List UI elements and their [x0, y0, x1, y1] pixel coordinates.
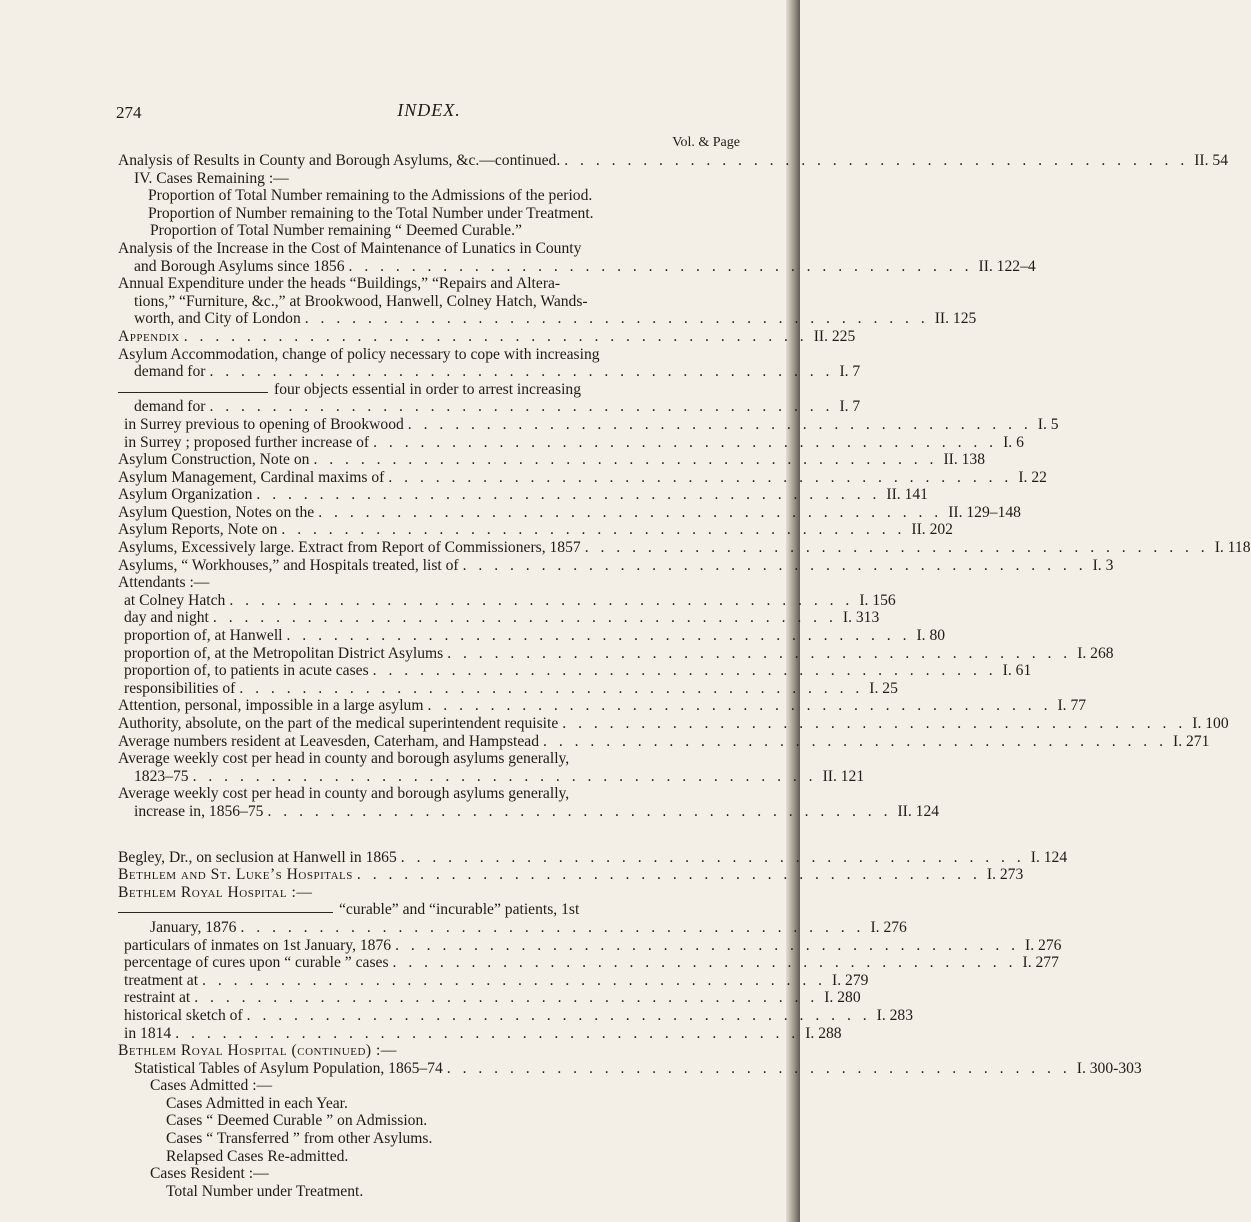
index-entry: [118, 1077, 740, 1095]
index-entry: [118, 451, 986, 469]
entry-text: worth, and City of London: [134, 310, 301, 328]
entry-text: Cases Admitted in each Year.: [166, 1094, 348, 1112]
entry-text: Cases Resident :—: [150, 1165, 269, 1183]
leader-dots: . . . . . . . . . . . . . . . . . . . . . . . . . . . . . . . . . . . . . . . .: [202, 971, 827, 989]
leader-dots: . . . . . . . . . . . . . . . . . . . . . . . . . . . . . . . . . . . . . . . .: [400, 848, 1025, 866]
index-entry: [118, 293, 740, 311]
page-reference: I. 118: [1214, 539, 1251, 557]
index-entry: [118, 901, 740, 919]
page-reference: II. 225: [813, 327, 856, 345]
page-reference: I. 283: [876, 1006, 914, 1024]
index-entry: [118, 936, 1062, 955]
index-entry: [118, 187, 740, 205]
index-entry: [118, 715, 1229, 733]
index-entry: [118, 1042, 740, 1060]
entry-text: January, 1876: [150, 918, 237, 936]
leader-dots: . . . . . . . . . . . . . . . . . . . . . . . . . . . . . . . . . . . . . . . .: [447, 644, 1072, 662]
entry-text: proportion of, at the Metropolitan District Asylums: [124, 644, 444, 662]
index-entry: [118, 381, 740, 399]
entry-text: Analysis of the Increase in the Cost of Maintenance of Lunatics in County: [118, 239, 582, 257]
index-entry: [118, 802, 940, 821]
entry-text: Average weekly cost per head in county and borough asylums generally,: [118, 750, 570, 768]
index-entry: [118, 539, 1251, 557]
entry-text: Statistical Tables of Asylum Population, 1865–74: [134, 1059, 443, 1077]
index-entry: [118, 1024, 842, 1043]
index-entry: [118, 503, 1021, 522]
index-entry: [118, 954, 1059, 972]
entry-text: Proportion of Number remaining to the Total Number under Treatment.: [148, 204, 594, 222]
entry-text: Bethlem and St. Luke’s Hospitals: [118, 866, 353, 884]
entry-text: percentage of cures upon “ curable ” cases: [124, 954, 389, 972]
entry-text: demand for: [134, 363, 206, 381]
page-reference: I. 124: [1030, 848, 1068, 866]
page-reference: I. 80: [916, 627, 946, 645]
leader-dots: . . . . . . . . . . . . . . . . . . . . . . . . . . . . . . . . . . . . . . . .: [175, 1024, 800, 1042]
index-page: [116, 100, 1251, 1200]
entry-text: Annual Expenditure under the heads “Buildings,” “Repairs and Altera-: [118, 275, 561, 293]
leader-dots: . . . . . . . . . . . . . . . . . . . . . . . . . . . . . . . . . . . . . . . .: [239, 679, 864, 697]
leader-dots: . . . . . . . . . . . . . . . . . . . . . . . . . . . . . . . . . . . . . . . .: [281, 521, 906, 539]
page-reference: I. 268: [1077, 644, 1114, 662]
page-reference: I. 276: [1025, 936, 1062, 954]
leader-dots: . . . . . . . . . . . . . . . . . . . . . . . . . . . . . . . . . . . . . . . .: [392, 954, 1017, 972]
entry-text: 1823–75: [134, 767, 189, 785]
entry-text: Cases “ Deemed Curable ” on Admission.: [166, 1112, 428, 1130]
entry-text: Attendants :—: [118, 574, 210, 592]
entry-text: particulars of inmates on 1st January, 1876: [124, 936, 392, 954]
page-reference: I. 100: [1192, 715, 1229, 732]
entry-text: Proportion of Total Number remaining “ Deemed Curable.”: [150, 222, 522, 240]
leader-dots: . . . . . . . . . . . . . . . . . . . . . . . . . . . . . . . . . . . . . . . .: [209, 363, 834, 381]
page-reference: I. 313: [842, 609, 880, 627]
entry-text: Asylum Organization: [118, 486, 253, 504]
index-entry: [118, 848, 1068, 867]
page-reference: II. 129–148: [948, 503, 1021, 521]
entry-text: increase in, 1856–75: [134, 802, 264, 820]
leader-dots: . . . . . . . . . . . . . . . . . . . . . . . . . . . . . . . . . . . . . . . .: [209, 398, 834, 416]
page-number: 274: [116, 103, 142, 122]
index-entry: [118, 1148, 740, 1166]
ditto-dash: [118, 912, 333, 913]
index-entry: [118, 1165, 740, 1183]
entry-text: Average weekly cost per head in county and borough asylums generally,: [118, 785, 570, 803]
index-entries: [118, 152, 1251, 1200]
page-reference: I. 273: [986, 866, 1024, 884]
leader-dots: . . . . . . . . . . . . . . . . . . . . . . . . . . . . . . . . . . . . . . . .: [462, 556, 1087, 574]
index-entry: [118, 918, 907, 937]
index-entry: [118, 591, 896, 610]
entry-text: restraint at: [124, 989, 191, 1007]
leader-dots: . . . . . . . . . . . . . . . . . . . . . . . . . . . . . . . . . . . . . . . .: [240, 918, 865, 936]
entry-text: proportion of, to patients in acute cases: [124, 662, 369, 680]
leader-dots: . . . . . . . . . . . . . . . . . . . . . . . . . . . . . . . . . . . . . . . .: [304, 310, 929, 328]
index-entry: [118, 785, 740, 803]
index-entry: [118, 556, 1114, 575]
entry-text: Asylum Management, Cardinal maxims of: [118, 468, 385, 486]
index-entry: [118, 152, 1229, 170]
entry-text: Attention, personal, impossible in a large asylum: [118, 697, 424, 715]
index-entry: [118, 1130, 740, 1148]
page-reference: I. 280: [824, 989, 861, 1007]
index-entry: [118, 521, 953, 539]
index-entry: [118, 574, 740, 592]
entry-text: Proportion of Total Number remaining to the Admissions of the period.: [148, 187, 593, 205]
entry-text: and Borough Asylums since 1856: [134, 257, 345, 275]
entry-text: IV. Cases Remaining :—: [134, 169, 289, 187]
leader-dots: . . . . . . . . . . . . . . . . . . . . . . . . . . . . . . . . . . . . . . . .: [427, 697, 1052, 715]
entry-text: Begley, Dr., on seclusion at Hanwell in 1865: [118, 848, 397, 866]
entry-text: in Surrey previous to opening of Brookwood: [124, 415, 404, 433]
leader-dots: . . . . . . . . . . . . . . . . . . . . . . . . . . . . . . . . . . . . . . . .: [562, 715, 1187, 732]
index-entry: [118, 866, 1024, 884]
index-entry: [118, 468, 1047, 487]
index-entry: [118, 1059, 1142, 1078]
page-reference: I. 300-303: [1076, 1059, 1142, 1077]
index-entry: [118, 1183, 740, 1201]
leader-dots: . . . . . . . . . . . . . . . . . . . . . . . . . . . . . . . . . . . . . . . .: [256, 486, 881, 504]
index-entry: [118, 750, 740, 768]
index-entry: [118, 679, 898, 698]
page-reference: II. 125: [934, 310, 977, 328]
index-entry: [118, 275, 740, 293]
page-reference: I. 279: [832, 971, 869, 989]
ditto-dash: [118, 392, 268, 393]
leader-dots: . . . . . . . . . . . . . . . . . . . . . . . . . . . . . . . . . . . . . . . .: [192, 767, 817, 785]
entry-text: in Surrey ; proposed further increase of: [124, 433, 370, 451]
entry-text: Asylum Construction, Note on: [118, 451, 310, 469]
entry-text: responsibilities of: [124, 679, 236, 697]
page-reference: I. 277: [1022, 954, 1059, 972]
leader-dots: . . . . . . . . . . . . . . . . . . . . . . . . . . . . . . . . . . . . . . . .: [267, 802, 892, 820]
index-entry: [118, 205, 740, 223]
index-entry: [118, 363, 861, 381]
page-reference: II. 138: [943, 451, 986, 469]
leader-dots: . . . . . . . . . . . . . . . . . . . . . . . . . . . . . . . . . . . . . . . .: [246, 1006, 871, 1024]
index-entry: [118, 884, 740, 902]
page-reference: I. 77: [1057, 697, 1087, 715]
leader-dots: . . . . . . . . . . . . . . . . . . . . . . . . . . . . . . . . . . . . . . . .: [313, 451, 938, 469]
entry-text: Relapsed Cases Re-admitted.: [166, 1147, 349, 1165]
entry-text: Asylums, “ Workhouses,” and Hospitals treated, list of: [118, 556, 459, 574]
entry-text: Bethlem Royal Hospital :—: [118, 883, 313, 901]
page-reference: I. 22: [1018, 468, 1047, 486]
index-entry: [118, 989, 861, 1007]
page-reference: I. 276: [870, 918, 907, 936]
page-reference: I. 7: [839, 363, 861, 381]
leader-dots: . . . . . . . . . . . . . . . . . . . . . . . . . . . . . . . . . . . . . . . .: [286, 627, 911, 645]
entry-text: at Colney Hatch: [124, 591, 226, 609]
index-entry: [118, 257, 1036, 276]
index-entry: [118, 433, 1024, 452]
entry-text: proportion of, at Hanwell: [124, 627, 283, 645]
index-entry: [118, 1112, 740, 1130]
index-entry: [118, 697, 1087, 715]
entry-text: tions,” “Furniture, &c.,” at Brookwood, Hanwell, Colney Hatch, Wands-: [134, 292, 588, 310]
page-reference: I. 61: [1002, 662, 1032, 680]
page-reference: II. 141: [886, 486, 928, 504]
index-entry: [118, 1095, 740, 1113]
leader-dots: . . . . . . . . . . . . . . . . . . . . . . . . . . . . . . . . . . . . . . . .: [543, 732, 1167, 750]
page-reference: I. 7: [839, 398, 861, 416]
leader-dots: . . . . . . . . . . . . . . . . . . . . . . . . . . . . . . . . . . . . . . . .: [446, 1059, 1071, 1077]
entry-text: in 1814: [124, 1024, 172, 1042]
page-reference: II. 54: [1194, 152, 1229, 169]
leader-dots: . . . . . . . . . . . . . . . . . . . . . . . . . . . . . . . . . . . . . . . .: [388, 468, 1013, 486]
index-entry: [118, 627, 946, 645]
leader-dots: . . . . . . . . . . . . . . . . . . . . . . . . . . . . . . . . . . . . . . . .: [564, 152, 1189, 169]
page-reference: I. 6: [1003, 433, 1024, 451]
entry-text: Bethlem Royal Hospital (continued) :—: [118, 1042, 397, 1060]
page-reference: I. 25: [869, 679, 898, 697]
leader-dots: . . . . . . . . . . . . . . . . . . . . . . . . . . . . . . . . . . . . . . . .: [395, 936, 1020, 954]
entry-text: day and night: [124, 609, 209, 627]
page-reference: I. 271: [1173, 732, 1210, 750]
index-entry: [118, 609, 880, 627]
entry-text: Cases Admitted :—: [150, 1077, 273, 1095]
entry-text: Cases “ Transferred ” from other Asylums.: [166, 1130, 433, 1148]
index-entry: [118, 310, 977, 328]
index-entry: [118, 486, 928, 504]
index-entry: [118, 170, 740, 188]
entry-text: four objects essential in order to arrest increasing: [274, 380, 582, 398]
running-head: INDEX.: [397, 100, 461, 120]
index-entry: [118, 240, 740, 258]
leader-dots: . . . . . . . . . . . . . . . . . . . . . . . . . . . . . . . . . . . . . . . .: [212, 609, 837, 627]
index-entry: [118, 222, 740, 240]
leader-dots: . . . . . . . . . . . . . . . . . . . . . . . . . . . . . . . . . . . . . . . .: [584, 539, 1209, 557]
section-gap: [118, 821, 740, 849]
index-entry: [118, 398, 861, 416]
leader-dots: . . . . . . . . . . . . . . . . . . . . . . . . . . . . . . . . . . . . . . . .: [194, 989, 819, 1007]
index-entry: [118, 346, 740, 364]
entry-text: Total Number under Treatment.: [166, 1182, 364, 1200]
index-entry: [118, 971, 869, 990]
entry-text: “curable” and “incurable” patients, 1st: [339, 901, 580, 919]
entry-text: treatment at: [124, 971, 199, 989]
index-entry: [118, 644, 1114, 663]
leader-dots: . . . . . . . . . . . . . . . . . . . . . . . . . . . . . . . . . . . . . . . .: [356, 866, 981, 884]
entry-text: Analysis of Results in County and Borough Asylums, &c.—continued.: [118, 152, 561, 169]
leader-dots: . . . . . . . . . . . . . . . . . . . . . . . . . . . . . . . . . . . . . . . .: [318, 503, 943, 521]
index-entry: [118, 415, 1059, 434]
page-reference: I. 288: [805, 1024, 842, 1042]
page-reference: I. 5: [1037, 415, 1059, 433]
index-entry: [118, 1006, 914, 1025]
leader-dots: . . . . . . . . . . . . . . . . . . . . . . . . . . . . . . . . . . . . . . . .: [229, 591, 854, 609]
entry-text: demand for: [134, 398, 206, 416]
leader-dots: . . . . . . . . . . . . . . . . . . . . . . . . . . . . . . . . . . . . . . . .: [183, 327, 808, 345]
entry-text: Asylums, Excessively large. Extract from Report of Commissioners, 1857: [118, 539, 581, 557]
page-reference: II. 121: [822, 767, 865, 785]
entry-text: Authority, absolute, on the part of the medical superintendent requisite: [118, 715, 559, 732]
page-header: [116, 100, 740, 134]
entry-text: historical sketch of: [124, 1006, 243, 1024]
leader-dots: . . . . . . . . . . . . . . . . . . . . . . . . . . . . . . . . . . . . . . . .: [348, 257, 973, 275]
entry-text: Asylum Reports, Note on: [118, 521, 278, 539]
index-entry: [118, 662, 1032, 680]
column-heading: Vol. & Page: [672, 135, 740, 150]
page-reference: I. 156: [859, 591, 896, 609]
page-reference: II. 202: [911, 521, 953, 539]
leader-dots: . . . . . . . . . . . . . . . . . . . . . . . . . . . . . . . . . . . . . . . .: [372, 662, 997, 680]
entry-text: Appendix: [118, 327, 180, 345]
index-entry: [118, 767, 865, 786]
index-entry: [118, 327, 856, 346]
leader-dots: . . . . . . . . . . . . . . . . . . . . . . . . . . . . . . . . . . . . . . . .: [373, 433, 998, 451]
entry-text: Asylum Question, Notes on the: [118, 503, 315, 521]
leader-dots: . . . . . . . . . . . . . . . . . . . . . . . . . . . . . . . . . . . . . . . .: [407, 415, 1032, 433]
index-entry: [118, 732, 1210, 751]
entry-text: Asylum Accommodation, change of policy necessary to cope with increasing: [118, 345, 600, 363]
page-reference: II. 122–4: [978, 257, 1036, 275]
entry-text: Average numbers resident at Leavesden, Caterham, and Hampstead: [118, 732, 540, 750]
page-reference: II. 124: [897, 802, 940, 820]
page-reference: I. 3: [1092, 556, 1114, 574]
